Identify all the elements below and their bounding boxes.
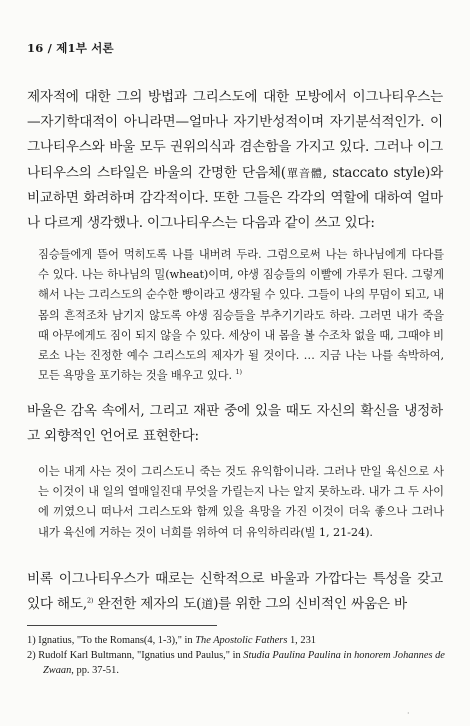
hanja-do: 道 (201, 597, 214, 612)
hanja-danumche: 單音體 (285, 166, 323, 180)
body-paragraph-3-text-c: )를 위한 그의 신비적인 싸움은 바 (213, 596, 407, 613)
body-paragraph-1-text-a: 제자적에 대한 그의 방법과 그리스도에 대한 모방에서 이그나티우스는—자기학대적이 아니라면—얼마나 자기반성적이며 자기분석적인가. 이그나티우스와 바울 모두 권위의식과 겸손함을 가지고 있다. 그러나 이그나티우스의 스타일은 바울의 간명한 단음체( (27, 89, 443, 181)
running-head: 16 / 제1부 서론 (27, 41, 114, 55)
footnotes (27, 633, 447, 678)
body-paragraph-1 (27, 85, 443, 236)
footnote-2-book-title: Studia Paulina Paulina in honorem Johannes de Zwaan (43, 650, 445, 676)
footnote-2 (27, 648, 447, 678)
body-paragraph-3-text-b: 완전한 제자의 도( (93, 596, 202, 613)
footnote-divider (27, 625, 217, 626)
footnote-2-number: 2) (27, 650, 36, 661)
page-mark: · (407, 709, 410, 718)
footnote-2-text: Rudolf Karl Bultmann, "Ignatius und Paulus," in (35, 650, 244, 661)
footnote-ref-2: 2) (86, 596, 94, 605)
body-paragraph-1-text-b: , staccato style)와 비교하면 화려하며 감각적이다. 또한 그들은 각각의 역할에 대하여 얼마나 다르게 생각했나. 이그나티우스는 다음과 같이 쓰고 있다: (27, 164, 443, 232)
footnote-ref-1: 1) (235, 368, 242, 377)
block-quote-ignatius-text: 짐승들에게 뜯어 먹히도록 나를 내버려 두라. 그럼으로써 나는 하나님에게 다다를 수 있다. 나는 하나님의 밀(wheat)이며, 야생 짐승들의 이빨에 가루가 된다. 그렇게 해서 나는 그리스도의 순수한 빵이라고 생각될 수 있다. 그들이 나의 무덤이 되고, 내 몸의 흔적조차 남기지 않도록 야생 짐승들을 부추기기라도 하라. 그러면 내가 죽을 때 아무에게도 짐이 되지 않을 수 있다. 세상이 내 몸을 볼 수조차 없을 때, 그때야 비로소 나는 진정한 예수 그리스도의 제자가 될 것이다. … 지금 나는 나를 속박하여, 모든 욕망을 포기하는 것을 배우고 있다. (38, 248, 444, 383)
block-quote-philippians: 이는 내게 사는 것이 그리스도니 죽는 것도 유익함이니라. 그러나 만일 육신으로 사는 이것이 내 일의 열매일진대 무엇을 가릴는지 나는 알지 못하노라. 내가 그 두 사이에 끼였으니 떠나서 그리스도와 함께 있을 욕망을 가진 이것이 더욱 좋으나 그러나 내가 육신에 거하는 것이 너희를 위하여 더 유익하리라(빌 1, 21-24). (38, 465, 444, 539)
footnote-1-number: 1) (27, 635, 36, 646)
footnote-1-text: Ignatius, "To the Romans(4, 1-3)," in (35, 635, 196, 646)
footnote-1-book-title: The Apostolic Fathers (195, 635, 288, 646)
block-quote-ignatius (38, 245, 444, 386)
body-paragraph-2: 바울은 감옥 속에서, 그리고 재판 중에 있을 때도 자신의 확신을 냉정하고 외향적인 언어로 표현한다: (27, 403, 443, 445)
body-paragraph-3 (27, 567, 443, 617)
footnote-2-pages: , pp. 37-51. (71, 665, 119, 676)
footnote-1 (27, 633, 447, 648)
footnote-1-pages: 1, 231 (287, 635, 316, 646)
body-paragraph-3-text-a: 비록 이그나티우스가 때로는 신학적으로 바울과 가깝다는 특성을 갖고 있다 해도, (27, 571, 443, 613)
